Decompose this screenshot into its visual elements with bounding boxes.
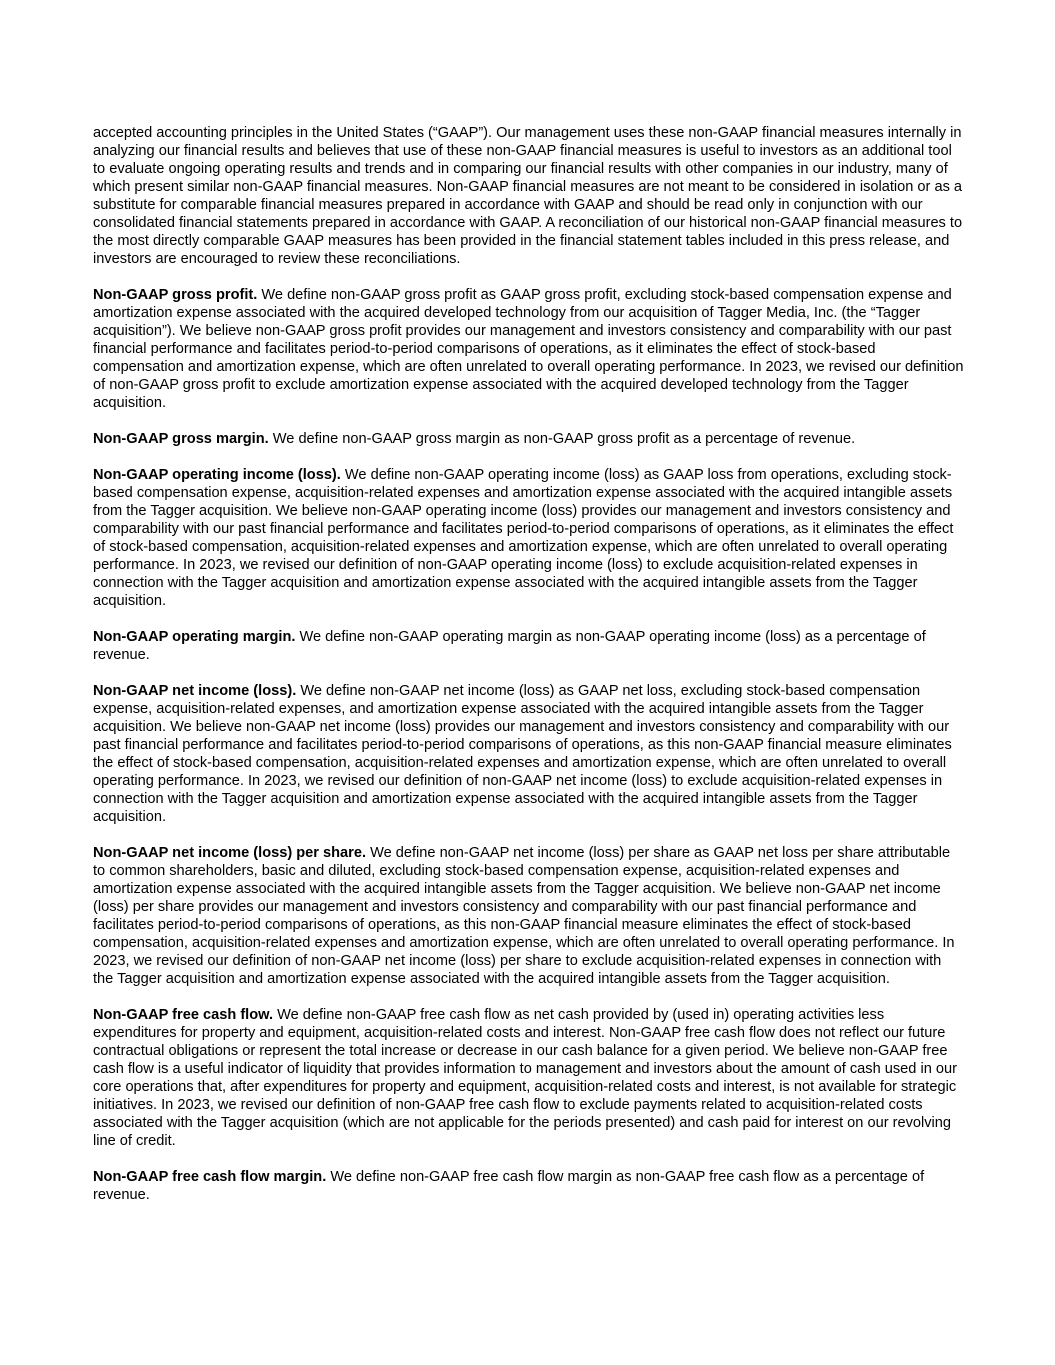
intro-paragraph: accepted accounting principles in the United States (“GAAP”). Our management uses these non-GAAP financial measures internally in analyzing our financial results and believes that use of these non-GAAP financial measures is useful to investors as an additional tool to evaluate ongoing operating results and trends and in comparing our financial results with other companies in our industry, many of which present similar non-GAAP financial measures. Non-GAAP financial measures are not meant to be considered in isolation or as a substitute for comparable financial measures prepared in accordance with GAAP and should be read only in conjunction with our consolidated financial statements prepared in accordance with GAAP. A reconciliation of our historical non-GAAP financial measures to the most directly comparable GAAP measures has been provided in the financial statement tables included in this press release, and investors are encouraged to review these reconciliations. bbox=[93, 125, 963, 267]
document-body bbox=[93, 124, 965, 1222]
definition-term: Non-GAAP net income (loss). bbox=[93, 683, 297, 699]
definition-free-cash-flow bbox=[93, 1006, 965, 1150]
definition-term: Non-GAAP gross profit. bbox=[93, 287, 258, 303]
definition-gross-margin bbox=[93, 430, 965, 448]
definition-text: We define non-GAAP free cash flow margin as non-GAAP free cash flow as a percentage of revenue. bbox=[93, 1169, 925, 1203]
definition-text: We define non-GAAP gross profit as GAAP gross profit, excluding stock-based compensation expense and amortization expense associated with the acquired developed technology from our acquisition of Tagger Media, Inc. (the “Tagger acquisition”). We believe non-GAAP gross profit provides our management and investors consistency and comparability with our past financial performance and facilitates period-to-period comparisons of operations, as it eliminates the effect of stock-based compensation and amortization expense, which are often unrelated to overall operating performance. In 2023, we revised our definition of non-GAAP gross profit to exclude amortization expense associated with the acquired developed technology from the Tagger acquisition. bbox=[93, 287, 964, 411]
definition-text: We define non-GAAP net income (loss) per share as GAAP net loss per share attributable to common shareholders, basic and diluted, excluding stock-based compensation expense, acquisition-related expenses and amortization expense associated with the acquired intangible assets from the Tagger acquisition. We believe non-GAAP net income (loss) per share provides our management and investors consistency and comparability with our past financial performance and facilitates period-to-period comparisons of operations, as this non-GAAP financial measure eliminates the effect of stock-based compensation, acquisition-related expenses and amortization expense, which are often unrelated to overall operating performance. In 2023, we revised our definition of non-GAAP net income (loss) per share to exclude acquisition-related expenses in connection with the Tagger acquisition and amortization expense associated with the acquired intangible assets from the Tagger acquisition. bbox=[93, 845, 955, 987]
definition-text: We define non-GAAP gross margin as non-GAAP gross profit as a percentage of revenue. bbox=[268, 431, 856, 447]
definition-gross-profit bbox=[93, 286, 965, 412]
definition-text: We define non-GAAP free cash flow as net cash provided by (used in) operating activities less expenditures for property and equipment, acquisition-related costs and interest. Non-GAAP free cash flow does not reflect our future contractual obligations or represent the total increase or decrease in our cash balance for a given period. We believe non-GAAP free cash flow is a useful indicator of liquidity that provides information to management and investors about the amount of cash used in our core operations that, after expenditures for property and equipment, acquisition-related costs and interest, is not available for strategic initiatives. In 2023, we revised our definition of non-GAAP free cash flow to exclude payments related to acquisition-related costs associated with the Tagger acquisition (which are not applicable for the periods presented) and cash paid for interest on our revolving line of credit. bbox=[93, 1007, 957, 1149]
definition-text: We define non-GAAP operating income (loss) as GAAP loss from operations, excluding stock-based compensation expense, acquisition-related expenses and amortization expense associated with the acquired intangible assets from the Tagger acquisition. We believe non-GAAP operating income (loss) provides our management and investors consistency and comparability with our past financial performance and facilitates period-to-period comparisons of operations, as it eliminates the effect of stock-based compensation, acquisition-related expenses and amortization expense, which are often unrelated to overall operating performance. In 2023, we revised our definition of non-GAAP operating income (loss) to exclude acquisition-related expenses in connection with the Tagger acquisition and amortization expense associated with the acquired intangible assets from the Tagger acquisition. bbox=[93, 467, 954, 609]
definition-term: Non-GAAP free cash flow margin. bbox=[93, 1169, 327, 1185]
definition-net-income-per-share bbox=[93, 844, 965, 988]
definition-operating-margin bbox=[93, 628, 965, 664]
definition-term: Non-GAAP free cash flow. bbox=[93, 1007, 274, 1023]
definition-term: Non-GAAP operating margin. bbox=[93, 629, 296, 645]
definition-term: Non-GAAP operating income (loss). bbox=[93, 467, 341, 483]
definition-operating-income bbox=[93, 466, 965, 610]
definition-net-income bbox=[93, 682, 965, 826]
definition-term: Non-GAAP gross margin. bbox=[93, 431, 269, 447]
definition-text: We define non-GAAP net income (loss) as GAAP net loss, excluding stock-based compensation expense, acquisition-related expenses, and amortization expense associated with the acquired intangible assets from the Tagger acquisition. We believe non-GAAP net income (loss) provides our management and investors consistency and comparability with our past financial performance and facilitates period-to-period comparisons of operations, as this non-GAAP financial measure eliminates the effect of stock-based compensation, acquisition-related expenses and amortization expense, which are often unrelated to overall operating performance. In 2023, we revised our definition of non-GAAP net income (loss) to exclude acquisition-related expenses in connection with the Tagger acquisition and amortization expense associated with the acquired intangible assets from the Tagger acquisition. bbox=[93, 683, 952, 825]
definition-text: We define non-GAAP operating margin as non-GAAP operating income (loss) as a percentage of revenue. bbox=[93, 629, 926, 663]
definition-free-cash-flow-margin bbox=[93, 1168, 965, 1204]
definition-term: Non-GAAP net income (loss) per share. bbox=[93, 845, 367, 861]
